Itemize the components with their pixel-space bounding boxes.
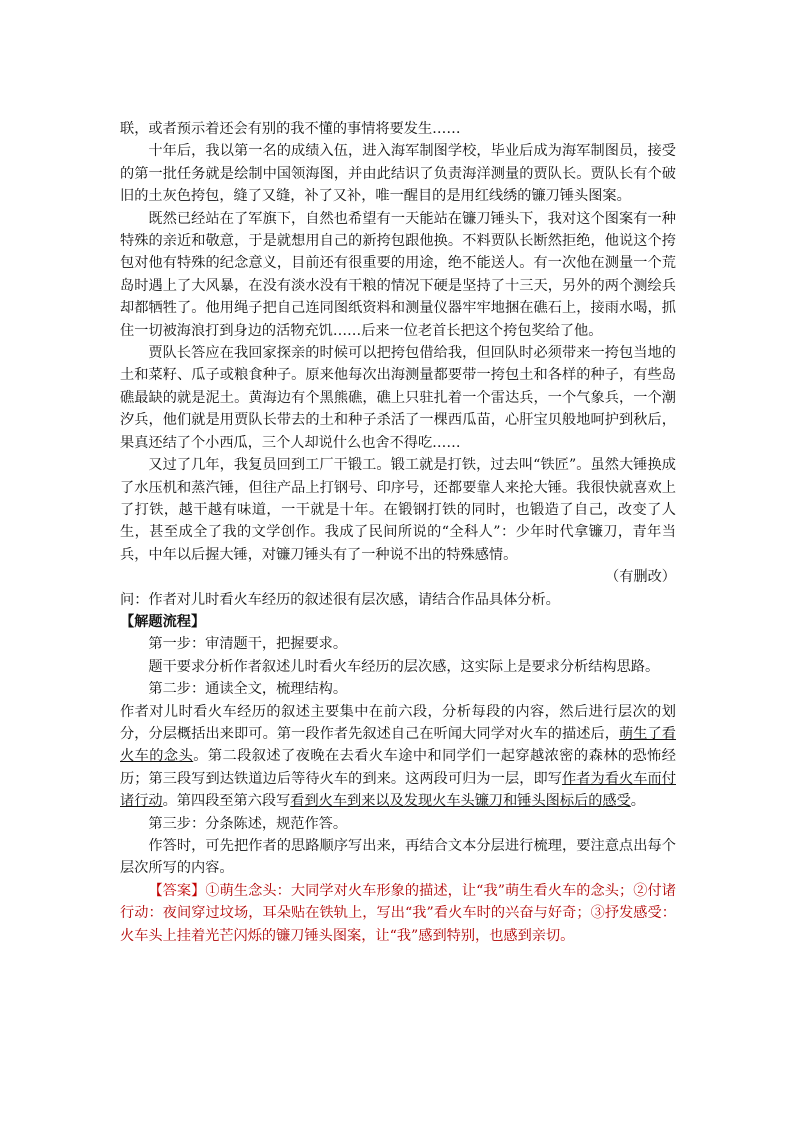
answer-block (120, 880, 676, 947)
passage-paragraph-3: 贾队长答应在我回家探亲的时候可以把挎包借给我，但回队时必须带来一挎包当地的土和菜籽、瓜子或粮食种子。原来他每次出海测量都要带一挎包土和各样的种子，有些岛礁最缺的就是泥土。黄海边有个黑熊礁，礁上只驻扎着一个雷达兵，一个气象兵，一个潮汐兵，他们就是用贾队长带去的土和种子杀活了一棵西瓜苗，心肝宝贝般地呵护到秋后，果真还结了个小西瓜，三个人却说什么也舍不得吃…… (120, 345, 676, 451)
answer-text: ①萌生念头：大同学对火车形象的描述，让“我”萌生看火车的念头；②付诸行动：夜间穿过坟场，耳朵贴在铁轨上，写出“我”看火车时的兴奋与好奇；③抒发感受：火车头上挂着光芒闪烁的镰刀锤头图案，让“我”感到特别，也感到亲切。 (120, 882, 676, 944)
step3-body: 作答时，可先把作者的思路顺序写出来，再结合文本分层进行梳理，要注意点出每个层次所写的内容。 (120, 838, 676, 877)
step1-body: 题干要求分析作者叙述儿时看火车经历的层次感，这实际上是要求分析结构思路。 (148, 658, 660, 675)
step2-text-d: 。 (630, 793, 645, 810)
passage-paragraph-0: 联，或者预示着还会有别的我不懂的事情将要发生…… (120, 121, 461, 137)
step2-text-c: 。第四段至第六段写 (162, 793, 291, 810)
step2-body (120, 701, 676, 813)
document-page (120, 118, 676, 947)
passage-paragraph-4: 又过了几年，我复员回到工厂干锻工。锻工就是打铁，过去叫“铁匠”。虽然大锤换成了水压机和蒸汽锤，但往产品上打钢号、印序号，还都要靠人来抡大锤。我很快就喜欢上了打铁，越干越有味道，一干就是十年。在锻钢打铁的同时，也锻造了自己，改变了人生，甚至成全了我的文学创作。我成了民间所说的“全科人”：少年时代拿镰刀，青年当兵，中年以后握大锤，对镰刀锤头有了一种说不出的特殊感情。 (120, 457, 676, 563)
step1-title: 第一步：审清题干，把握要求。 (148, 636, 348, 653)
step2-underline-2: 作者为看火车而付诸行动 (120, 770, 676, 810)
step2-underline-3: 看到火车到来以及发现火车头镰刀和锤头图标后的感受 (290, 793, 631, 810)
step2-title: 第二步：通读全文，梳理结构。 (148, 681, 348, 698)
answer-tag: 【答案】 (148, 882, 206, 899)
step2-text-a: 作者对儿时看火车经历的叙述主要集中在前六段，分析每段的内容，然后进行层次的划分，分层概括出来即可。第一段作者先叙述自己在听闻大同学对火车的描述后， (120, 703, 676, 742)
question-text: 问：作者对儿时看火车经历的叙述很有层次感，请结合作品具体分析。 (120, 591, 560, 608)
step2-text-b: 。第二段叙述了夜晚在去看火车途中和同学们一起穿越浓密的森林的恐怖经历；第三段写到达铁道边后等待火车的到来。这两段可归为一层，即写 (120, 748, 676, 787)
process-heading: 【解题流程】 (120, 613, 206, 630)
step2-underline-1: 萌生了看火车的念头 (120, 725, 676, 765)
revision-note: （有删改） (605, 569, 676, 586)
passage-paragraph-1: 十年后，我以第一名的成绩入伍，进入海军制图学校，毕业后成为海军制图员，接受的第一批任务就是绘制中国领海图，并由此结识了负责海洋测量的贾队长。贾队长有个破旧的土灰色挎包，缝了又缝，补了又补，唯一醒目的是用红线绣的镰刀锤头图案。 (120, 143, 676, 205)
passage-paragraph-2: 既然已经站在了军旗下，自然也希望有一天能站在镰刀锤头下，我对这个图案有一种特殊的亲近和敬意，于是就想用自己的新挎包跟他换。不料贾队长断然拒绝，他说这个挎包对他有特殊的纪念意义，目前还有很重要的用途，绝不能送人。有一次他在测量一个荒岛时遇上了大风暴，在没有淡水没有干粮的情况下硬是坚持了十三天，另外的两个测绘兵却都牺牲了。他用绳子把自己连同图纸资料和测量仪器牢牢地捆在礁石上，接雨水喝，抓住一切被海浪打到身边的活物充饥……后来一位老首长把这个挎包奖给了他。 (120, 210, 676, 339)
step3-title: 第三步：分条陈述，规范作答。 (148, 815, 348, 832)
